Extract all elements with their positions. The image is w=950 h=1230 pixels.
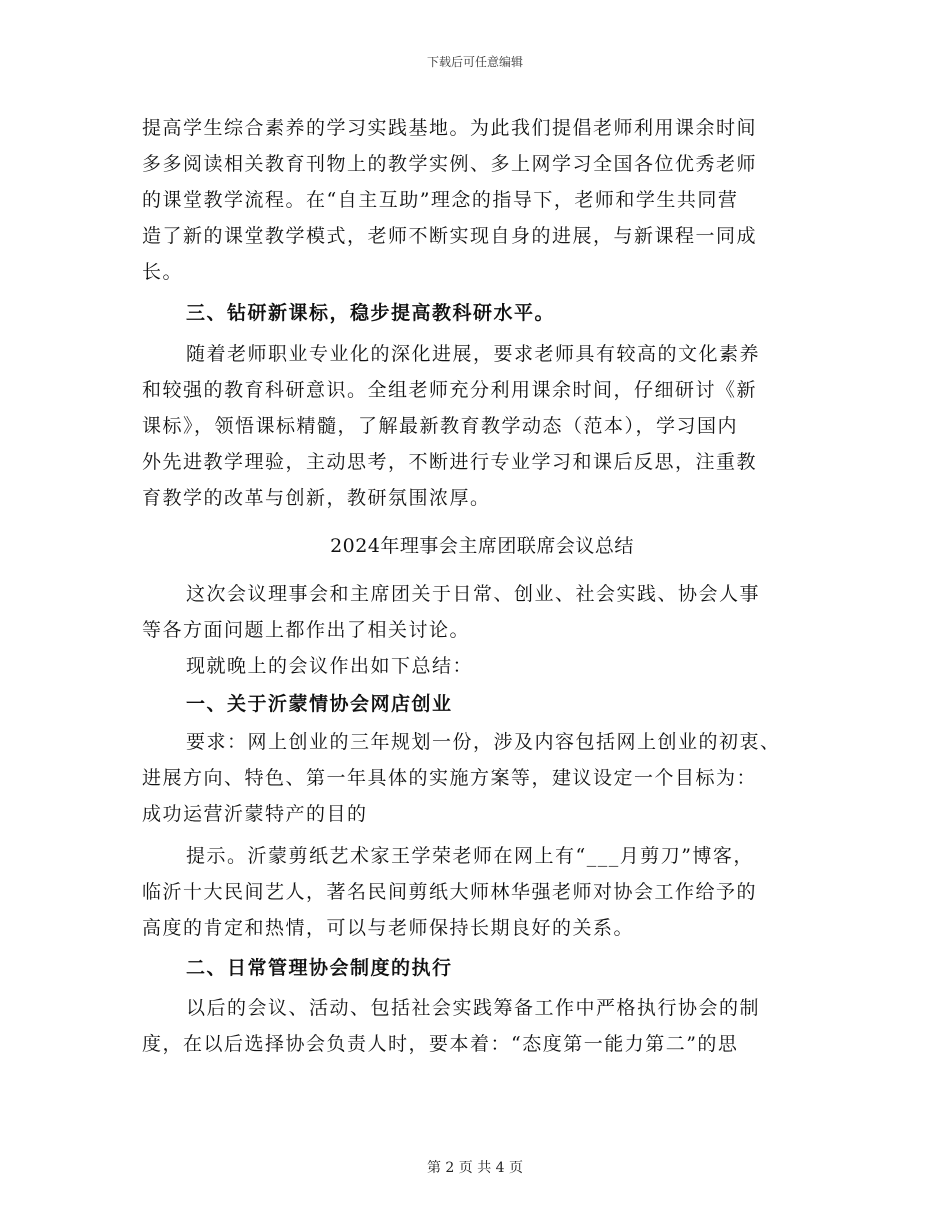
text-line: 以后的会议、活动、包括社会实践筹备工作中严格执行协会的制 [186,997,761,1019]
text-line: 进展方向、特色、第一年具体的实施方案等，建议设定一个目标为： [142,767,758,789]
text-line: 临沂十大民间艺人，著名民间剪纸大师林华强老师对协会工作给予的 [142,881,758,903]
text-line: 的课堂教学流程。在“自主互助”理念的指导下，老师和学生共同营 [142,189,739,211]
page-header: 下载后可任意编辑 [426,55,523,69]
text-line: 随着老师职业专业化的深化进展，要求老师具有较高的文化素养 [186,343,761,365]
page-footer: 第 2 页 共 4 页 [426,1160,524,1176]
text-line: 造了新的课堂教学模式，老师不断实现自身的进展，与新课程一同成 [142,225,758,247]
section-heading: 一、关于沂蒙情协会网店创业 [186,693,453,715]
text-line: 课标》，领悟课标精髓，了解最新教育教学动态（范本），学习国内 [142,415,739,437]
document-body [142,110,822,1062]
text-line: 现就晚上的会议作出如下总结： [186,655,474,677]
document-title: 2024年理事会主席团联席会议总结 [330,535,634,557]
text-line: 等各方面问题上都作出了相关讨论。 [142,619,471,641]
text-line: 要求：网上创业的三年规划一份，涉及内容包括网上创业的初衷、 [186,731,781,753]
text-line: 多多阅读相关教育刊物上的教学实例、多上网学习全国各位优秀老师 [142,153,758,175]
section-heading: 二、日常管理协会制度的执行 [186,957,453,979]
text-line: 提高学生综合素养的学习实践基地。为此我们提倡老师利用课余时间 [142,117,758,139]
text-line: 提示。沂蒙剪纸艺术家王学荣老师在网上有“___月剪刀”博客， [186,845,754,867]
text-line: 这次会议理事会和主席团关于日常、创业、社会实践、协会人事 [186,583,761,605]
text-line: 度，在以后选择协会负责人时，要本着：“态度第一能力第二”的思 [142,1033,739,1055]
section-heading: 三、钻研新课标，稳步提高教科研水平。 [186,302,556,324]
text-line: 成功运营沂蒙特产的目的 [142,803,368,825]
text-line: 外先进教学理验，主动思考，不断进行专业学习和课后反思，注重教 [142,451,758,473]
text-line: 育教学的改革与创新，教研氛围浓厚。 [142,487,491,509]
text-line: 和较强的教育科研意识。全组老师充分利用课余时间，仔细研讨《新 [142,379,758,401]
text-line: 长。 [142,261,184,283]
text-line: 高度的肯定和热情，可以与老师保持长期良好的关系。 [142,917,635,939]
